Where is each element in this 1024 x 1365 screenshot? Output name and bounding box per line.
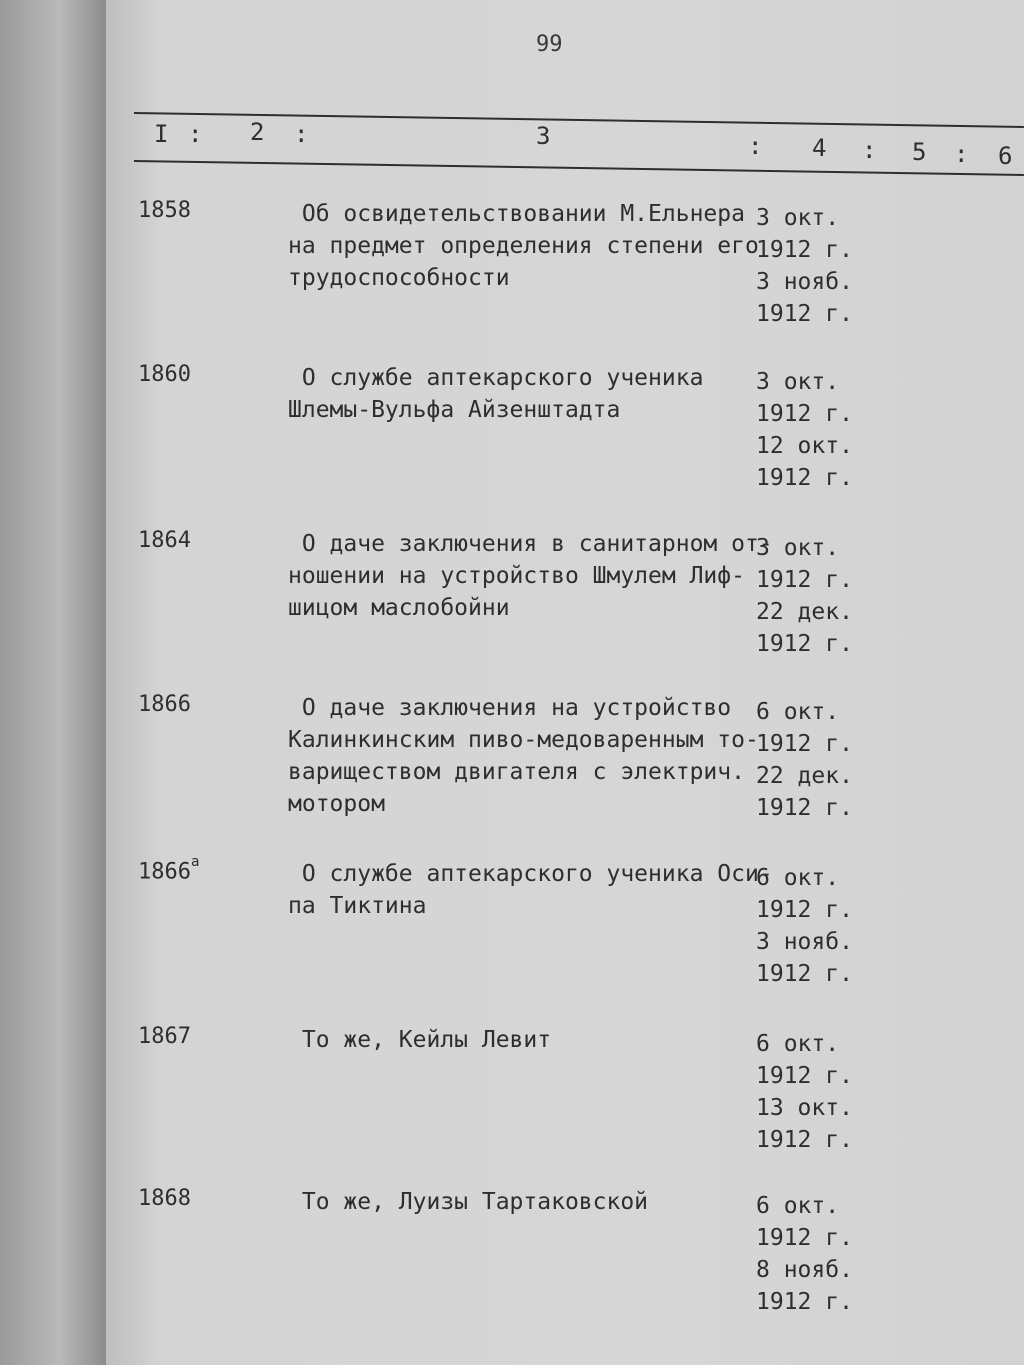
case-description: О службе аптекарского ученика Шлемы-Вульфа Айзенштадта: [288, 365, 704, 423]
page-number: 99: [536, 32, 563, 57]
case-number: $1866^а$: [138, 854, 200, 885]
case-description: То же, Луизы Тартаковской: [288, 1189, 649, 1215]
case-number: 1866: [138, 692, 191, 717]
case-description: Об освидетельствовании М.Ельнера на предмет определения степени его трудоспособности: [288, 201, 759, 291]
case-number: 1867: [138, 1024, 191, 1049]
facing-page-edge: [0, 0, 108, 1365]
column-separator: :: [748, 132, 763, 160]
column-separator: :: [954, 140, 969, 168]
case-dates: 6 окт. 1912 г. 13 окт. 1912 г.: [756, 1031, 853, 1153]
case-dates: 3 окт. 1912 г. 3 нояб. 1912 г.: [756, 205, 853, 327]
case-dates: 3 окт. 1912 г. 12 окт. 1912 г.: [756, 369, 853, 491]
case-dates: 3 окт. 1912 г. 22 дек. 1912 г.: [756, 535, 853, 657]
column-separator: :: [294, 120, 309, 148]
header-rule-bottom: [134, 160, 1024, 176]
column-header-5: 5: [912, 138, 927, 166]
case-description: О даче заключения в санитарном от- ношении на устройство Шмулем Лиф- шицом маслобойни: [288, 531, 773, 621]
column-separator: :: [188, 120, 203, 148]
column-header-2: 2: [250, 118, 265, 146]
case-description: О даче заключения на устройство Калинкинским пиво-медоваренным то- вариществом двигателя с электрич. мотором: [288, 695, 759, 817]
case-dates: 6 окт. 1912 г. 8 нояб. 1912 г.: [756, 1193, 853, 1315]
column-separator: :: [862, 136, 877, 164]
case-number: 1858: [138, 198, 191, 223]
case-number: 1868: [138, 1186, 191, 1211]
header-rule-top: [134, 112, 1024, 128]
column-header-6: 6: [998, 142, 1013, 170]
case-number: 1864: [138, 528, 191, 553]
document-page: [106, 0, 1024, 1365]
case-description: То же, Кейлы Левит: [288, 1027, 552, 1053]
case-dates: 6 окт. 1912 г. 3 нояб. 1912 г.: [756, 865, 853, 987]
column-header-3: 3: [536, 122, 551, 150]
column-header-4: 4: [812, 134, 827, 162]
case-number-suffix: а: [190, 854, 200, 870]
case-dates: 6 окт. 1912 г. 22 дек. 1912 г.: [756, 699, 853, 821]
case-number: 1860: [138, 362, 191, 387]
column-header-1: I: [154, 120, 169, 148]
case-description: О службе аптекарского ученика Оси- па Тиктина: [288, 861, 773, 919]
